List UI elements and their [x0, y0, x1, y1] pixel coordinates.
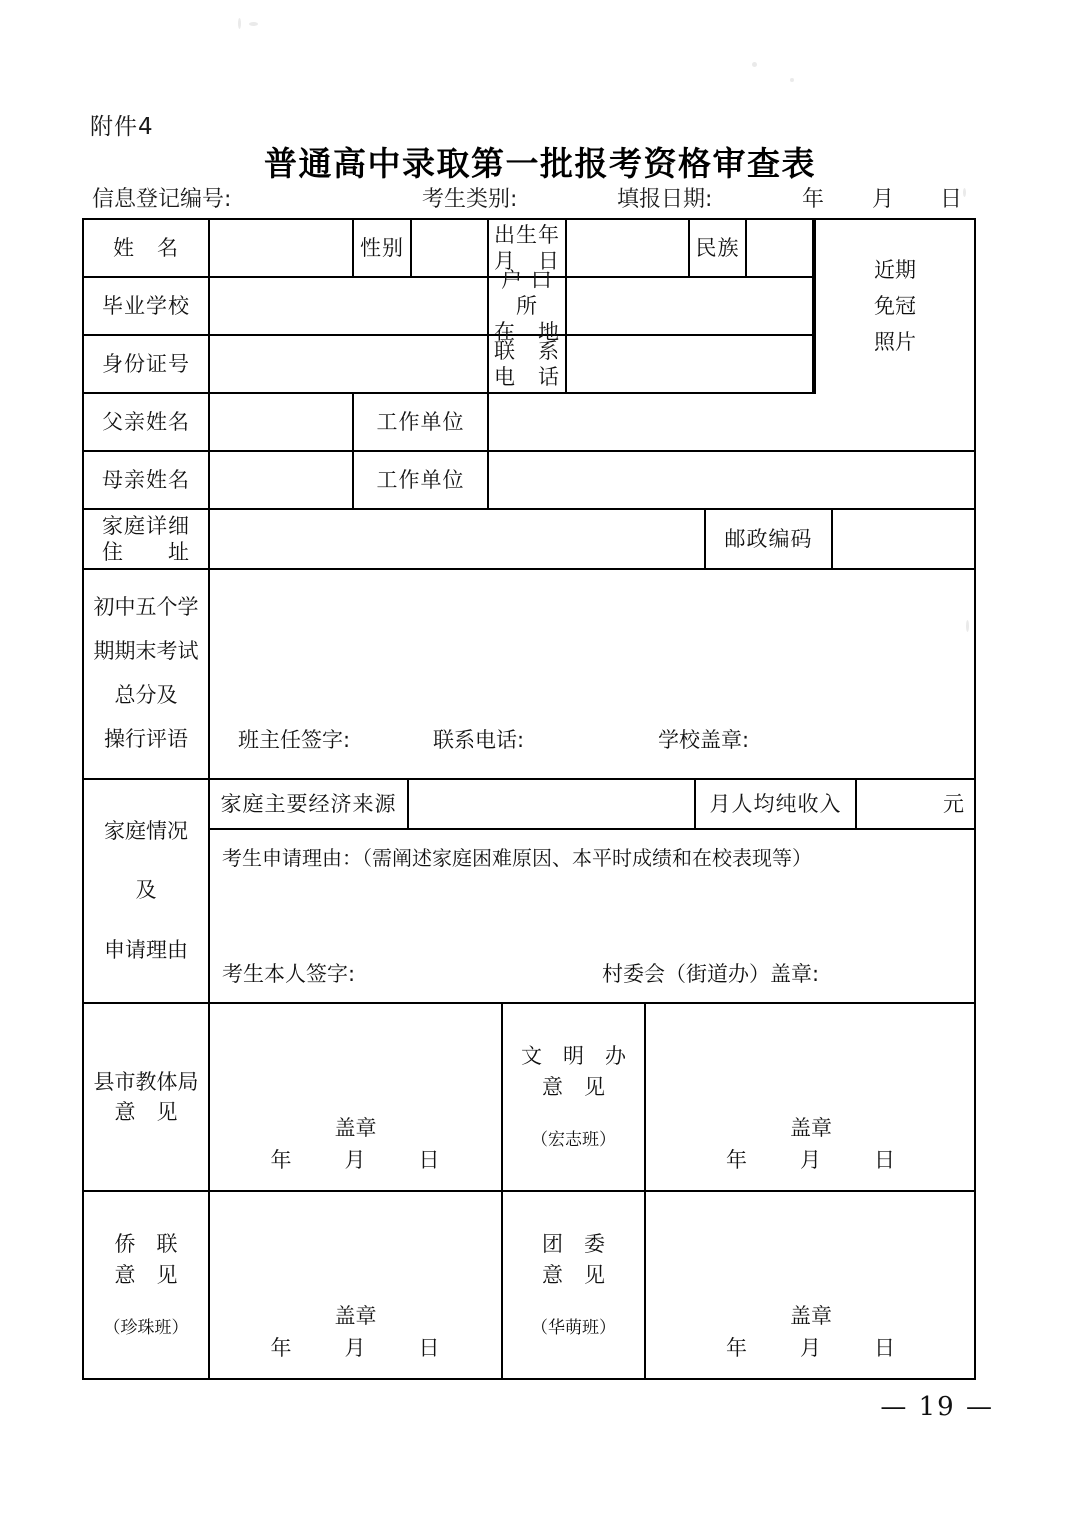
table-row-address — [84, 510, 976, 570]
education-bureau-opinion-area[interactable] — [210, 1004, 503, 1190]
civilization-office-opinion-area[interactable] — [646, 1004, 976, 1190]
youth-league-opinion-area[interactable] — [646, 1192, 976, 1378]
name-value[interactable] — [210, 220, 354, 276]
family-income-row — [210, 780, 976, 830]
ethnicity-label: 民族 — [690, 220, 747, 276]
photo-label-line3: 照片 — [874, 329, 916, 354]
scan-artifact — [238, 18, 241, 29]
family-label-line1: 家庭情况 — [104, 819, 188, 844]
currency-unit-label: 元 — [943, 791, 964, 816]
meta-line — [92, 182, 982, 212]
home-address-value[interactable] — [210, 510, 706, 568]
family-label-line2: 及 — [135, 878, 157, 903]
youth-league-sub-label: （华萌班） — [531, 1318, 616, 1339]
household-location-label — [489, 267, 567, 345]
overseas-chinese-opinion-area[interactable] — [210, 1192, 503, 1378]
household-label-line1: 户 口 所 — [501, 267, 553, 318]
year-label: 年 — [726, 1147, 748, 1172]
scores-label-line3: 总分及 — [114, 683, 178, 708]
overseas-chinese-label-line1: 侨 联 — [114, 1232, 178, 1257]
scores-label-line1: 初中五个学 — [93, 595, 199, 620]
postcode-value[interactable] — [833, 510, 976, 568]
father-name-label: 父亲姓名 — [84, 394, 210, 450]
family-right-column — [210, 780, 976, 1002]
mother-name-label: 母亲姓名 — [84, 452, 210, 508]
review-form-table — [82, 218, 976, 1380]
attachment-label: 附件4 — [90, 114, 154, 140]
overseas-chinese-sub-label: （珍珠班） — [103, 1318, 189, 1339]
postcode-label: 邮政编码 — [706, 510, 833, 568]
fill-date-label: 填报日期: — [617, 187, 713, 212]
homeroom-teacher-sign-label: 班主任签字: — [238, 728, 351, 752]
graduation-school-value[interactable] — [210, 278, 489, 334]
household-label-line2: 在 地 — [494, 320, 560, 345]
civilization-office-stamp-group — [646, 1113, 976, 1176]
month-label: 月 — [344, 1335, 367, 1360]
day-label: 日 — [940, 187, 963, 212]
family-situation-label — [84, 780, 210, 1002]
table-row-approval-1 — [84, 1004, 976, 1192]
income-source-value[interactable] — [409, 780, 696, 828]
stamp-label: 盖章 — [790, 1304, 832, 1328]
month-label: 月 — [800, 1147, 822, 1172]
civilization-office-label-line1: 文 明 办 — [521, 1044, 626, 1069]
scan-artifact — [752, 62, 757, 67]
month-label: 月 — [344, 1147, 367, 1172]
id-number-label: 身份证号 — [84, 336, 210, 392]
year-label: 年 — [270, 1147, 293, 1172]
photo-placeholder-cell — [814, 220, 976, 394]
birthdate-label-line2: 月 日 — [494, 249, 560, 273]
registration-no-label: 信息登记编号: — [92, 187, 232, 212]
date-line — [210, 1145, 501, 1177]
school-stamp-label: 学校盖章: — [658, 728, 750, 752]
education-bureau-stamp-group — [210, 1113, 501, 1176]
month-label: 月 — [872, 187, 895, 212]
income-source-label: 家庭主要经济来源 — [210, 780, 409, 828]
birthdate-value[interactable] — [567, 220, 690, 276]
page-number: — 19 — — [880, 1392, 994, 1422]
phone-label-lines — [494, 338, 560, 391]
day-label: 日 — [874, 1147, 896, 1172]
phone-label-line1: 联 系 — [494, 338, 560, 363]
stamp-label: 盖章 — [334, 1304, 377, 1328]
birthdate-label-line1: 出生年 — [494, 222, 560, 247]
scores-signature-line — [238, 724, 858, 752]
civilization-office-sub-label: （宏志班） — [531, 1130, 616, 1151]
table-row-father — [84, 394, 976, 452]
home-address-label — [84, 510, 210, 568]
youth-league-label-line1: 团 委 — [542, 1232, 605, 1257]
family-label-line3: 申请理由 — [104, 937, 188, 962]
date-line — [646, 1145, 976, 1177]
father-workplace-label: 工作单位 — [354, 394, 489, 450]
overseas-chinese-label-line2: 意 见 — [114, 1262, 178, 1287]
contact-phone-value[interactable] — [567, 336, 814, 392]
year-label: 年 — [802, 187, 825, 212]
name-label: 姓 名 — [84, 220, 210, 276]
youth-league-stamp-group — [646, 1301, 976, 1364]
table-row-mother — [84, 452, 976, 510]
page-title: 普通高中录取第一批报考资格审查表 — [264, 144, 816, 183]
scan-artifact — [790, 78, 794, 82]
monthly-income-label: 月人均纯收入 — [696, 780, 857, 828]
scan-artifact — [249, 22, 258, 26]
civilization-office-opinion-label — [503, 1004, 646, 1190]
father-workplace-value[interactable] — [489, 394, 976, 450]
graduation-school-label: 毕业学校 — [84, 278, 210, 334]
youth-league-label-line2: 意 见 — [542, 1262, 605, 1287]
mother-workplace-value[interactable] — [489, 452, 976, 508]
candidate-type-label: 考生类别: — [422, 187, 518, 212]
gender-label: 性别 — [354, 220, 412, 276]
table-row-family — [84, 780, 976, 1004]
application-reason-area[interactable] — [210, 830, 976, 1002]
scores-label-line2: 期期末考试 — [93, 639, 199, 664]
ethnicity-value[interactable] — [747, 220, 814, 276]
education-bureau-label-line2: 意 见 — [114, 1100, 178, 1124]
phone-label-line2: 电 话 — [494, 365, 560, 389]
education-bureau-opinion-label — [84, 1004, 210, 1190]
contact-phone-sign-label: 联系电话: — [433, 728, 525, 752]
scores-entry-area[interactable] — [210, 570, 976, 778]
application-reason-heading: 考生申请理由：（需阐述家庭困难原因、本平时成绩和在校表现等） — [222, 846, 812, 870]
table-row-approval-2 — [84, 1192, 976, 1380]
scores-label-line4: 操行评语 — [104, 727, 188, 752]
stamp-label: 盖章 — [790, 1116, 832, 1140]
student-signature-label: 考生本人签字: — [222, 962, 356, 986]
gender-value[interactable] — [412, 220, 489, 276]
stamp-label: 盖章 — [334, 1116, 377, 1140]
day-label: 日 — [418, 1335, 441, 1360]
month-label: 月 — [800, 1335, 822, 1360]
mother-name-value[interactable] — [210, 452, 354, 508]
monthly-income-value[interactable] — [857, 780, 976, 828]
address-label-line1: 家庭详细 — [102, 513, 190, 538]
year-label: 年 — [270, 1335, 293, 1360]
address-label-lines — [102, 513, 190, 566]
id-number-value[interactable] — [210, 336, 489, 392]
education-bureau-label-line1: 县市教体局 — [93, 1069, 199, 1094]
civilization-office-label-line2: 意 见 — [542, 1074, 605, 1099]
household-label-lines — [493, 267, 561, 346]
father-name-value[interactable] — [210, 394, 354, 450]
overseas-chinese-federation-opinion-label — [84, 1192, 210, 1378]
mother-workplace-label: 工作单位 — [354, 452, 489, 508]
family-signature-line — [222, 958, 902, 986]
scores-label — [84, 570, 210, 778]
address-label-line2: 住 址 — [102, 540, 190, 564]
village-committee-stamp-label: 村委会（街道办）盖章: — [602, 962, 820, 986]
photo-label-line1: 近期 — [874, 258, 916, 283]
table-row-scores — [84, 570, 976, 780]
overseas-chinese-stamp-group — [210, 1301, 501, 1364]
youth-league-opinion-label — [503, 1192, 646, 1378]
day-label: 日 — [418, 1147, 441, 1172]
year-label: 年 — [726, 1335, 748, 1360]
date-line — [210, 1333, 501, 1365]
day-label: 日 — [874, 1335, 896, 1360]
household-location-value[interactable] — [567, 278, 814, 334]
photo-label-line2: 免冠 — [874, 294, 916, 319]
contact-phone-label — [489, 336, 567, 392]
date-line — [646, 1333, 976, 1365]
